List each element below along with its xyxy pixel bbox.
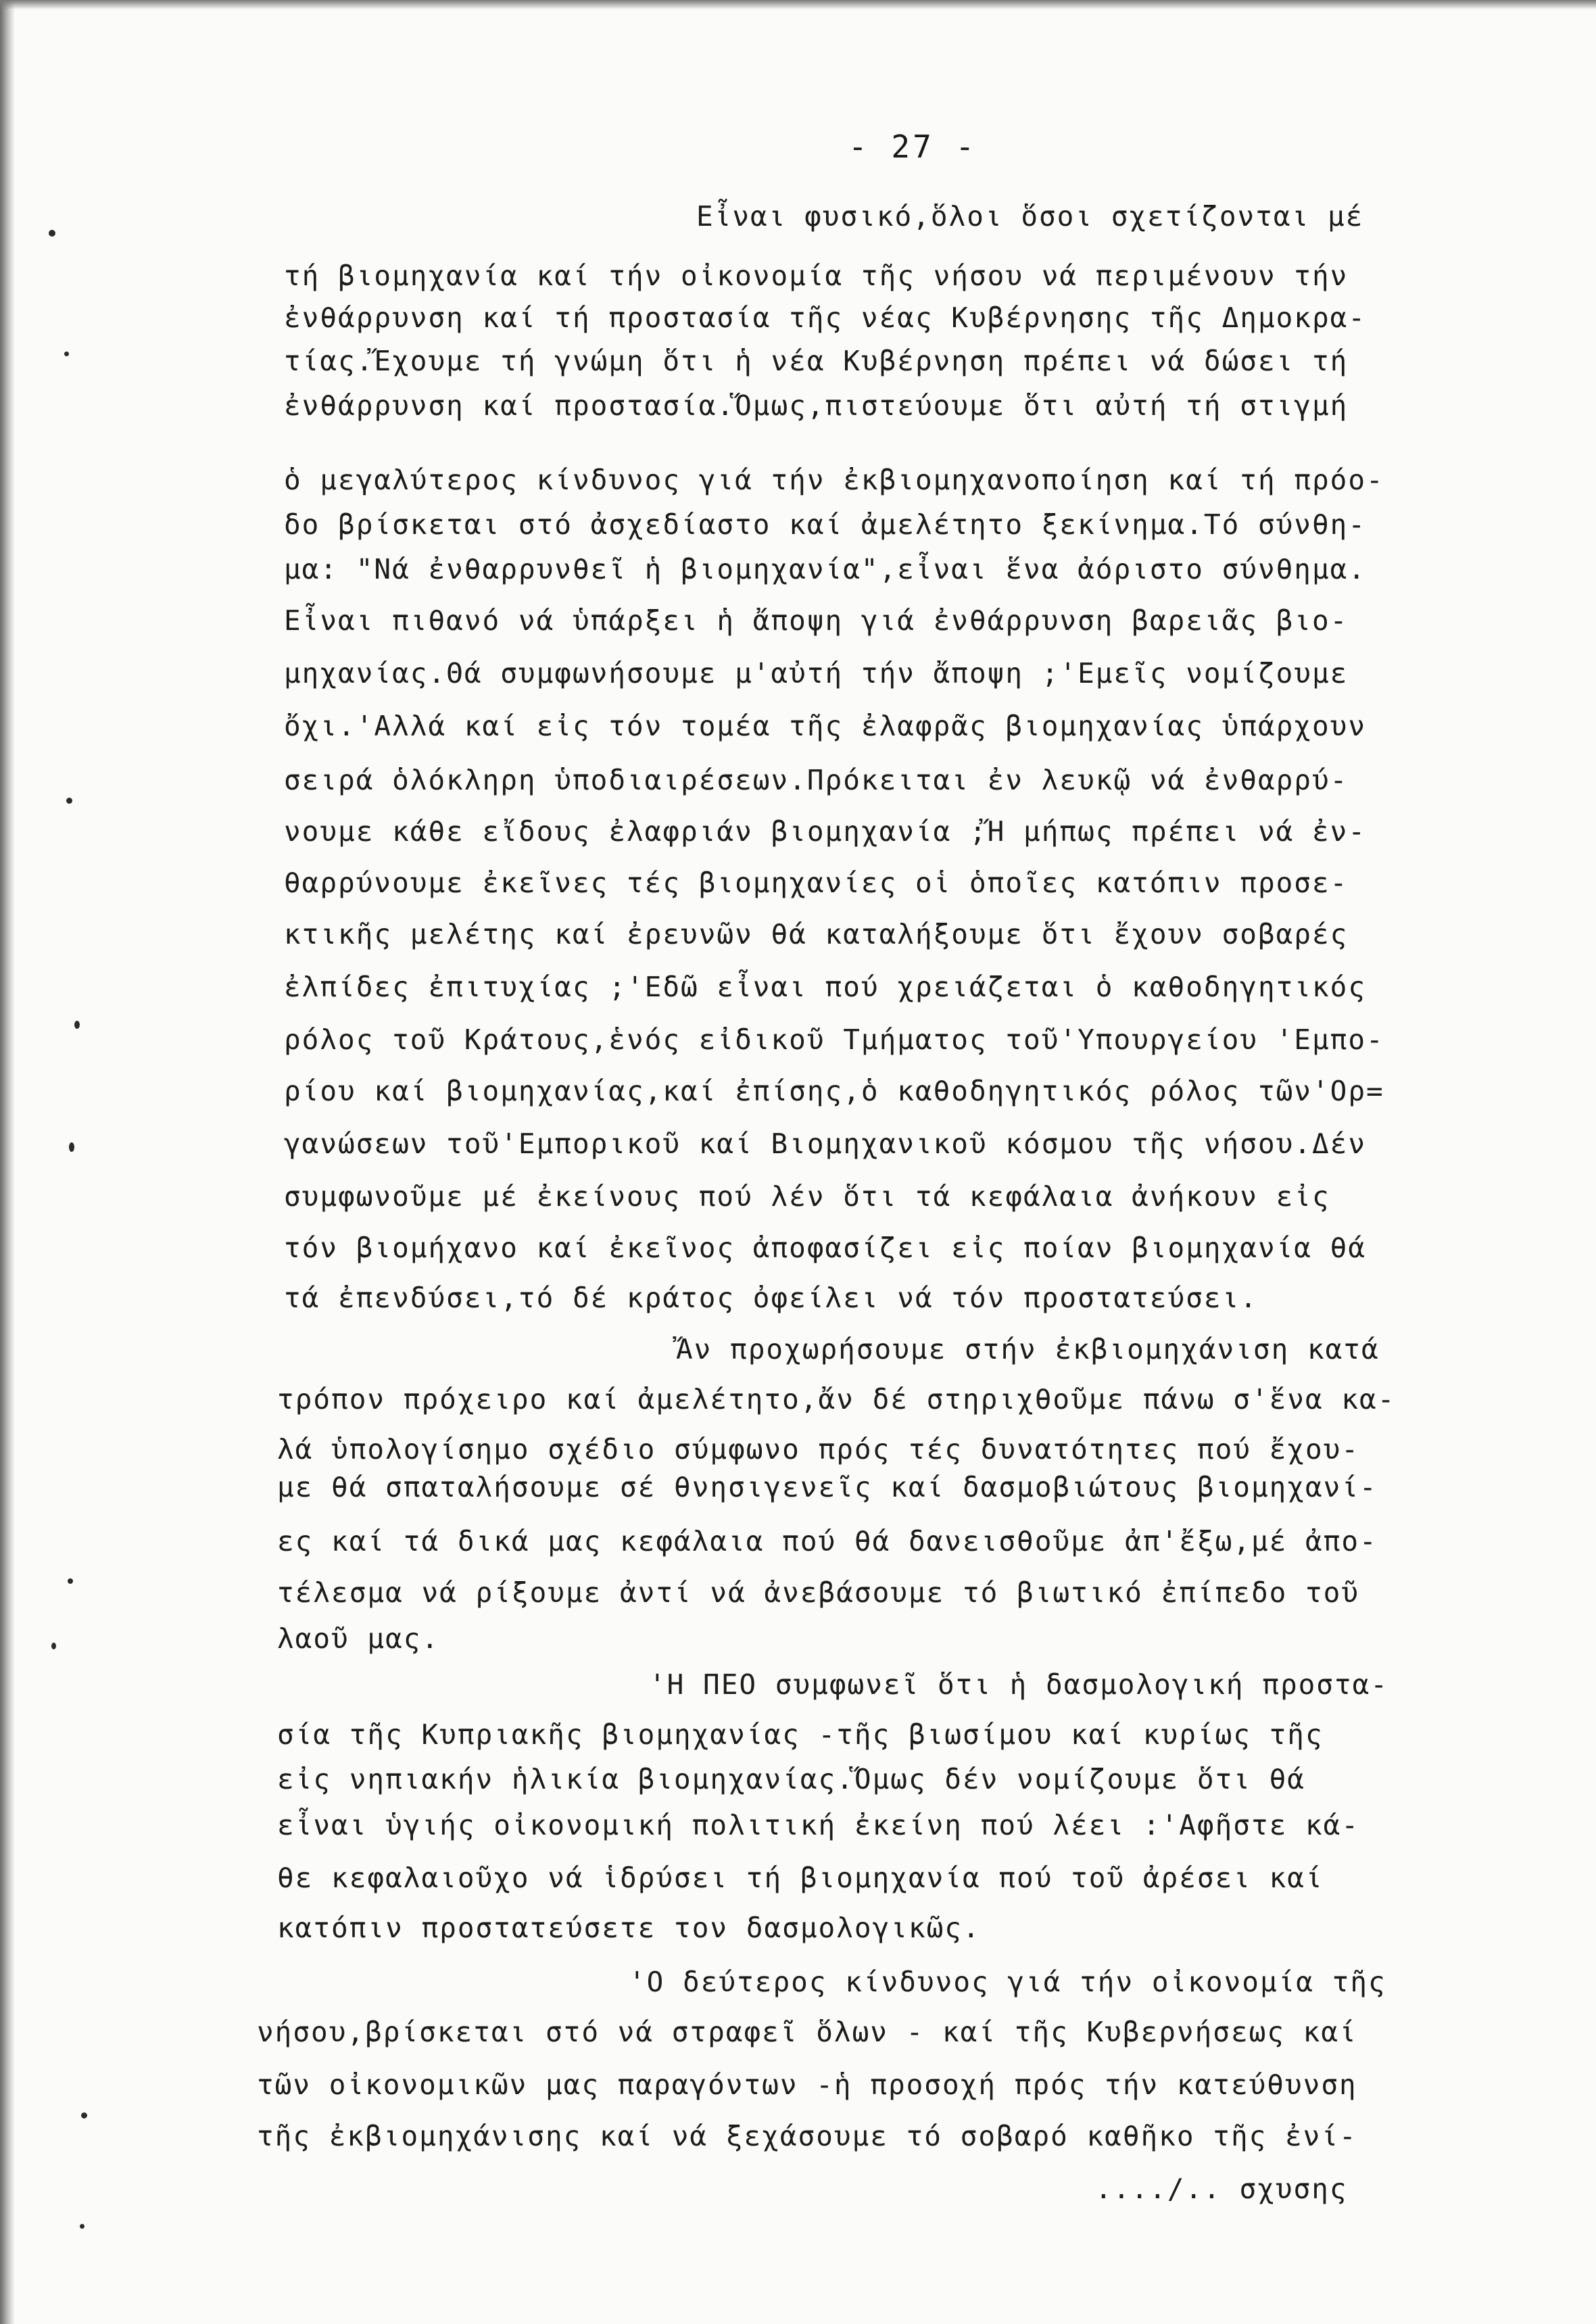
text-line: 'Ο δεύτερος κίνδυνος γιά τήν οἰκονομία τῆς [629,1966,1386,1998]
text-line: τρόπον πρόχειρο καί ἀμελέτητο,ἄν δέ στηριχθοῦμε πάνω σ'ἕνα κα- [277,1383,1396,1415]
text-line: με θά σπαταλήσουμε σέ θνησιγενεῖς καί δασμοβιώτους βιομηχανί- [277,1471,1378,1503]
text-line: ἐνθάρρυνση καί προστασία.Ὅμως,πιστεύουμε ὅτι αὐτή τή στιγμή [284,389,1349,422]
text-line: Εἶναι φυσικό,ὅλοι ὅσοι σχετίζονται μέ [696,200,1364,233]
text-line: τά ἐπενδύσει,τό δέ κράτος ὀφείλει νά τόν προστατεύσει. [284,1282,1258,1314]
text-line: δο βρίσκεται στό ἀσχεδίαστο καί ἀμελέτητο ξεκίνημα.Τό σύνθη- [284,508,1367,541]
text-line: νήσου,βρίσκεται στό νά στραφεῖ ὅλων - καί τῆς Κυβερνήσεως καί [257,2016,1357,2048]
text-line: εἶναι ὑγιής οἰκονομική πολιτική ἐκείνη πού λέει :'Αφῆστε κά- [277,1809,1360,1841]
text-line: 'Η ΠΕΟ συμφωνεῖ ὅτι ἡ δασμολογική προστα- [649,1668,1389,1701]
text-line: ὄχι.'Αλλά καί εἰς τόν τομέα τῆς ἐλαφρᾶς βιομηχανίας ὑπάρχουν [284,710,1367,742]
text-line: μηχανίας.Θά συμφωνήσουμε μ'αὐτή τήν ἄποψη ;'Εμεῖς νομίζουμε [284,657,1349,689]
text-line: ἐνθάρρυνση καί τή προστασία τῆς νέας Κυβέρνησης τῆς Δημοκρα- [284,301,1367,334]
text-line: Ἄν προχωρήσουμε στήν ἐκβιομηχάνιση κατά [676,1333,1380,1365]
text-line: κατόπιν προστατεύσετε τον δασμολογικῶς. [277,1912,981,1944]
text-line: συμφωνοῦμε μέ ἐκείνους πού λέν ὅτι τά κεφάλαια ἀνήκουν εἰς [284,1180,1330,1213]
text-line: σία τῆς Κυπριακῆς βιομηχανίας -τῆς βιωσίμου καί κυρίως τῆς [277,1718,1324,1751]
text-line: τή βιομηχανία καί τήν οἰκονομία τῆς νήσου νά περιμένουν τήν [284,260,1349,292]
text-line: γανώσεων τοῦ'Εμπορικοῦ καί Βιομηχανικοῦ κόσμου τῆς νήσου.Δέν [284,1128,1367,1160]
text-line: θε κεφαλαιοῦχο νά ἱδρύσει τή βιομηχανία πού τοῦ ἀρέσει καί [277,1862,1324,1894]
text-line: εἰς νηπιακήν ἡλικία βιομηχανίας.Ὅμως δέν νομίζουμε ὅτι θά [277,1763,1305,1795]
text-line: σειρά ὁλόκληρη ὑποδιαιρέσεων.Πρόκειται ἐν λευκῷ νά ἐνθαρρύ- [284,764,1349,796]
text-line: νουμε κάθε εἴδους ἐλαφριάν βιομηχανία ;Ἤ μήπως πρέπει νά ἐν- [284,815,1367,848]
text-line: ες καί τά δικά μας κεφάλαια πού θά δανεισθοῦμε ἀπ'ἔξω,μέ ἀπο- [277,1525,1378,1557]
text-line: κτικῆς μελέτης καί ἐρευνῶν θά καταλήξουμε ὅτι ἔχουν σοβαρές [284,918,1349,950]
text-line: λά ὑπολογίσημο σχέδιο σύμφωνο πρός τές δυνατότητες πού ἔχου- [277,1433,1360,1466]
text-line: ἐλπίδες ἐπιτυχίας ;'Εδῶ εἶναι πού χρειάζεται ὁ καθοδηγητικός [284,971,1367,1003]
text-line: τόν βιομήχανο καί ἐκεῖνος ἀποφασίζει εἰς ποίαν βιομηχανία θά [284,1232,1367,1264]
page-number: - 27 - [848,128,977,165]
text-line: Εἶναι πιθανό νά ὑπάρξει ἡ ἄποψη γιά ἐνθάρρυνση βαρειᾶς βιο- [284,604,1349,637]
text-line: ρίου καί βιομηχανίας,καί ἐπίσης,ὁ καθοδηγητικός ρόλος τῶν'Ορ= [284,1075,1384,1107]
text-line: ρόλος τοῦ Κράτους,ἑνός εἰδικοῦ Τμήματος τοῦ'Υπουργείου 'Εμπο- [284,1023,1384,1056]
text-line: λαοῦ μας. [277,1622,440,1655]
text-line: ὁ μεγαλύτερος κίνδυνος γιά τήν ἐκβιομηχανοποίηση καί τή πρόο- [284,464,1384,496]
text-line: μα: "Νά ἐνθαρρυνθεῖ ἡ βιομηχανία",εἶναι ἕνα ἀόριστο σύνθημα. [284,553,1367,585]
text-line: ..../.. σχυσης [1095,2173,1348,2205]
text-line: τῆς ἐκβιομηχάνισης καί νά ξεχάσουμε τό σοβαρό καθῆκο τῆς ἐνί- [257,2120,1357,2152]
text-line: τέλεσμα νά ρίξουμε ἀντί νά ἀνεβάσουμε τό βιωτικό ἐπίπεδο τοῦ [277,1576,1360,1609]
text-line: τίας.Ἔχουμε τή γνώμη ὅτι ἡ νέα Κυβέρνηση πρέπει νά δώσει τή [284,345,1349,377]
text-line: θαρρύνουμε ἐκεῖνες τές βιομηχανίες οἱ ὁποῖες κατόπιν προσε- [284,867,1349,899]
text-line: τῶν οἰκονομικῶν μας παραγόντων -ἡ προσοχή πρός τήν κατεύθυνση [257,2068,1357,2101]
